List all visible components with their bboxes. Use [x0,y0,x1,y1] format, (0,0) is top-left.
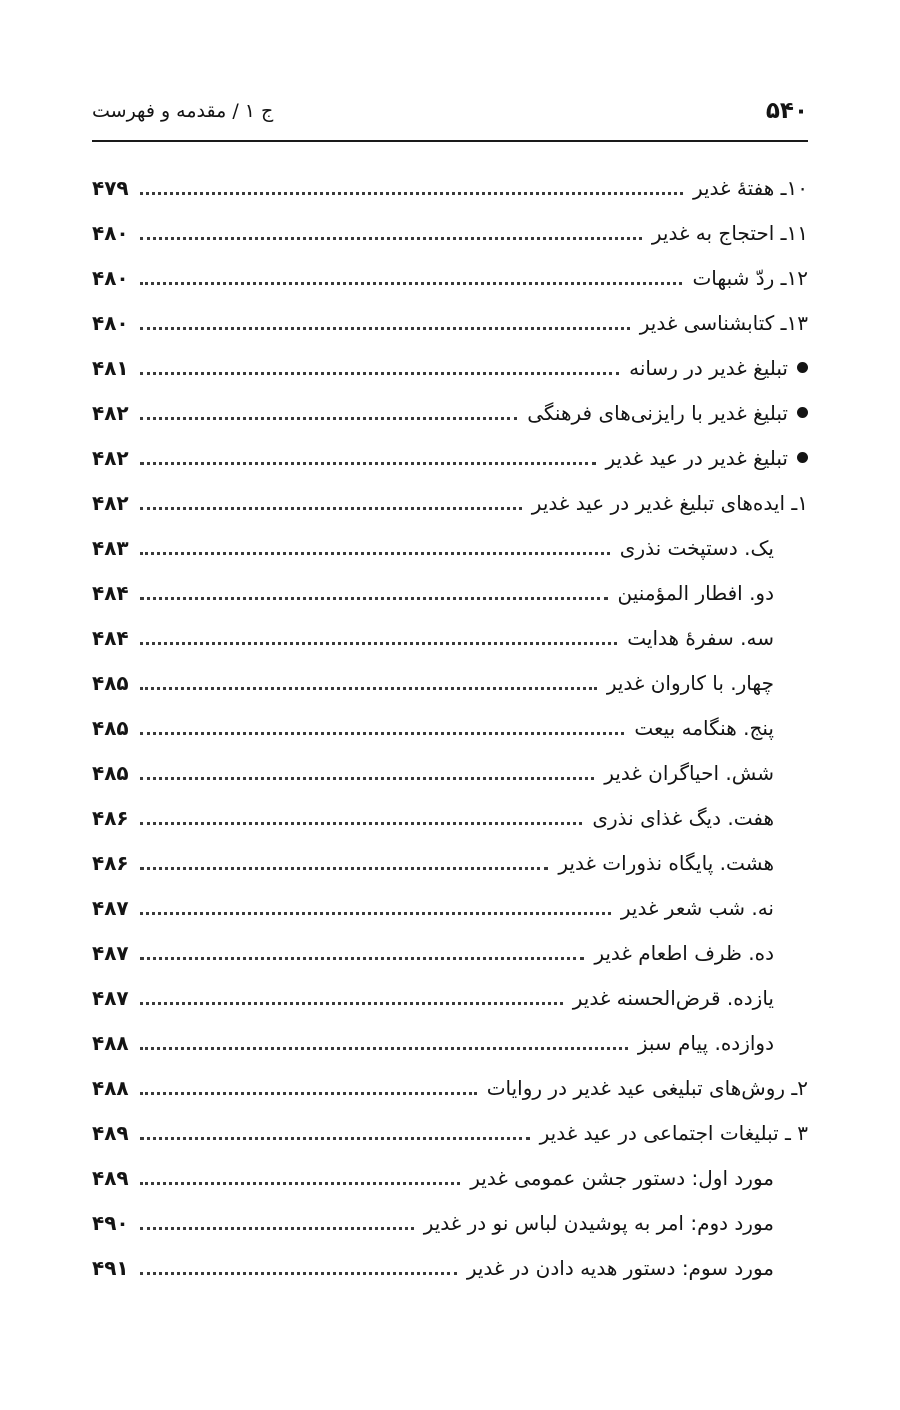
toc-entry-page: ۴۸۲ [92,445,129,470]
toc-entry-title: مورد اول: دستور جشن عمومی غدیر [470,1165,774,1190]
toc-entry-page: ۴۸۹ [92,1165,129,1190]
toc-entry-title: دو. افطار المؤمنین [617,580,774,605]
toc-entry-title: تبلیغ غدیر در عید غدیر [605,445,788,470]
toc-entry [92,1065,808,1110]
page-number: ۵۴۰ [765,98,808,124]
toc-entry-page: ۴۸۲ [92,400,129,425]
toc-entry [92,750,808,795]
toc-entry-page: ۴۹۰ [92,1210,129,1235]
dot-leader [140,1272,457,1275]
toc-entry [92,1110,808,1155]
toc-entry-title: ۱۱ـ احتجاج به غدیر [651,220,808,245]
toc-entry-title: یک. دستپخت نذری [619,535,774,560]
page-header [92,96,808,142]
dot-leader [140,282,682,285]
toc-entry-title: چهار. با کاروان غدیر [606,670,774,695]
toc-entry-title: دوازده. پیام سبز [637,1030,774,1055]
toc-entry [92,390,808,435]
dot-leader [140,732,624,735]
toc-entry-title: ۱۳ـ کتابشناسی غدیر [639,310,808,335]
dot-leader [140,777,594,780]
toc-entry [92,975,808,1020]
dot-leader [140,1137,530,1140]
toc-entry-title: ۱۰ـ هفتهٔ غدیر [692,175,808,200]
toc-entry-title: یازده. قرض‌الحسنه غدیر [572,985,774,1010]
toc-entry-title: نه. شب شعر غدیر [620,895,774,920]
toc-entry [92,525,808,570]
toc-entry-title: مورد دوم: امر به پوشیدن لباس نو در غدیر [423,1210,774,1235]
dot-leader [140,327,630,330]
toc-entry [92,1155,808,1200]
dot-leader [140,912,611,915]
dot-leader [140,192,683,195]
toc-entry [92,660,808,705]
toc-entry-page: ۴۸۲ [92,490,129,515]
toc-entry [92,210,808,255]
bullet-icon [797,407,808,418]
dot-leader [140,1092,477,1095]
toc-entry-title: ۱۲ـ ردّ شبهات [692,265,808,290]
toc-entry-title: ۱ـ ایده‌های تبلیغ غدیر در عید غدیر [531,490,808,515]
toc-entry [92,615,808,660]
toc-entry-title: پنج. هنگامه بیعت [634,715,774,740]
dot-leader [140,1182,460,1185]
toc-entry [92,480,808,525]
toc-entry-page: ۴۸۶ [92,805,129,830]
bullet-icon [797,362,808,373]
toc-entry-page: ۴۸۴ [92,625,129,650]
toc-entry-title: هشت. پایگاه نذورات غدیر [558,850,774,875]
dot-leader [140,372,619,375]
toc-entry-title: شش. احیاگران غدیر [604,760,774,785]
toc-entry [92,930,808,975]
toc-entry-page: ۴۸۰ [92,265,129,290]
dot-leader [140,552,610,555]
toc-entry [92,1200,808,1245]
toc-entry [92,1020,808,1065]
toc-entry [92,795,808,840]
toc-entry-title: ۳ ـ تبلیغات اجتماعی در عید غدیر [539,1120,808,1145]
toc-entry-page: ۴۸۰ [92,220,129,245]
toc-entry-page: ۴۷۹ [92,175,129,200]
dot-leader [140,687,597,690]
table-of-contents [92,165,808,1290]
toc-entry-page: ۴۸۷ [92,985,129,1010]
toc-entry-title: تبلیغ غدیر با رایزنی‌های فرهنگی [527,400,788,425]
dot-leader [140,822,582,825]
toc-entry-page: ۴۸۵ [92,715,129,740]
toc-entry-title: سه. سفرهٔ هدایت [627,625,774,650]
toc-entry [92,435,808,480]
dot-leader [140,1002,563,1005]
dot-leader [140,462,596,465]
dot-leader [140,417,517,420]
dot-leader [140,237,642,240]
toc-entry-page: ۴۸۰ [92,310,129,335]
toc-entry [92,885,808,930]
toc-entry-title: ده. ظرف اطعام غدیر [594,940,774,965]
toc-entry-page: ۴۸۸ [92,1075,129,1100]
toc-entry [92,345,808,390]
toc-entry-page: ۴۸۱ [92,355,129,380]
toc-entry-page: ۴۸۶ [92,850,129,875]
toc-entry-page: ۴۸۵ [92,760,129,785]
toc-entry-page: ۴۸۵ [92,670,129,695]
toc-entry-page: ۴۸۹ [92,1120,129,1145]
toc-entry-title: ۲ـ روش‌های تبلیغی عید غدیر در روایات [486,1075,808,1100]
toc-entry-page: ۴۸۴ [92,580,129,605]
running-title: ج ۱ / مقدمه و فهرست [92,100,274,122]
bullet-icon [797,452,808,463]
toc-entry-title: مورد سوم: دستور هدیه دادن در غدیر [466,1255,774,1280]
toc-entry-page: ۴۸۳ [92,535,129,560]
toc-entry [92,255,808,300]
toc-entry [92,165,808,210]
toc-entry [92,570,808,615]
dot-leader [140,867,548,870]
dot-leader [140,957,584,960]
toc-entry-page: ۴۸۸ [92,1030,129,1055]
toc-entry-page: ۴۹۱ [92,1255,129,1280]
dot-leader [140,1227,414,1230]
toc-entry [92,300,808,345]
toc-entry-title: هفت. دیگ غذای نذری [592,805,774,830]
toc-entry [92,705,808,750]
toc-entry-page: ۴۸۷ [92,940,129,965]
dot-leader [140,1047,628,1050]
dot-leader [140,507,522,510]
dot-leader [140,597,608,600]
toc-entry-page: ۴۸۷ [92,895,129,920]
toc-entry [92,1245,808,1290]
toc-entry-title: تبلیغ غدیر در رسانه [629,355,788,380]
toc-entry [92,840,808,885]
dot-leader [140,642,617,645]
